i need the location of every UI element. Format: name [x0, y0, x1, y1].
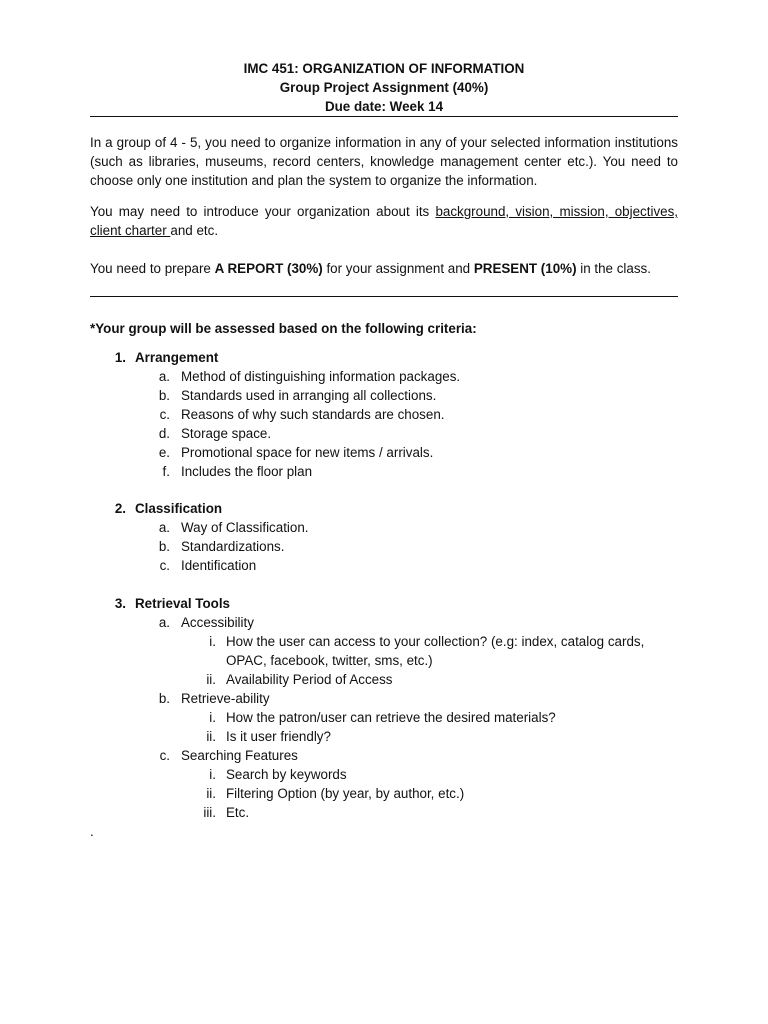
header-divider: [90, 116, 678, 117]
report-text-1: You need to prepare: [90, 261, 215, 276]
criteria-heading: *Your group will be assessed based on the following criteria:: [90, 321, 477, 336]
list-item-marker: f.: [162, 464, 170, 479]
list-item-marker: d.: [158, 426, 170, 441]
course-title: IMC 451: ORGANIZATION OF INFORMATION: [243, 61, 525, 76]
sub-item: Etc.: [226, 805, 250, 820]
list-item: Accessibility: [181, 615, 254, 630]
sub-item-marker: iii.: [203, 805, 216, 820]
report-paragraph: [90, 259, 678, 278]
sub-item: How the patron/user can retrieve the desired materials?: [226, 710, 556, 725]
intro-paragraph: In a group of 4 - 5, you need to organize information in any of your selected information institutions (such as libraries, museums, record centers, knowledge management center etc.). You need to choose only one institution and plan the system to organize the information.: [90, 135, 678, 188]
intro-organization-underlined: background, vision, mission, objectives, client charter: [90, 204, 678, 238]
intro-divider: [90, 296, 678, 297]
list-item: Retrieve-ability: [181, 691, 270, 706]
sub-item-marker: ii.: [206, 786, 216, 801]
sub-item-marker: i.: [209, 767, 216, 782]
list-item: Standards used in arranging all collections.: [181, 388, 437, 403]
section-1-title: Arrangement: [135, 350, 219, 365]
sub-item-marker: ii.: [206, 672, 216, 687]
list-item-marker: e.: [158, 445, 170, 460]
intro-organization-text: You may need to introduce your organization about its: [90, 204, 436, 219]
sub-item: Availability Period of Access: [226, 672, 393, 687]
list-item-marker: b.: [158, 539, 170, 554]
list-item: Standardizations.: [181, 539, 285, 554]
sub-item-continuation: OPAC, facebook, twitter, sms, etc.): [226, 653, 433, 668]
sub-item: Is it user friendly?: [226, 729, 331, 744]
sub-item: Search by keywords: [226, 767, 347, 782]
list-item-marker: b.: [158, 691, 170, 706]
sub-item: How the user can access to your collection? (e.g: index, catalog cards,: [226, 634, 645, 649]
list-item: Way of Classification.: [181, 520, 309, 535]
list-item: Reasons of why such standards are chosen.: [181, 407, 445, 422]
list-item: Storage space.: [181, 426, 272, 441]
due-date: Due date: Week 14: [324, 99, 444, 114]
section-1-number: 1.: [114, 350, 126, 365]
section-3-title: Retrieval Tools: [135, 596, 231, 611]
section-2-title: Classification: [135, 501, 223, 516]
list-item-marker: b.: [158, 388, 170, 403]
report-text-2: for your assignment and: [322, 261, 474, 276]
assignment-title: Group Project Assignment (40%): [279, 80, 489, 95]
list-item-marker: c.: [159, 748, 170, 763]
sub-item-marker: i.: [209, 710, 216, 725]
trailing-mark: .: [90, 824, 94, 839]
document-header: [90, 59, 678, 116]
list-item: Promotional space for new items / arrivals.: [181, 445, 434, 460]
report-text-3: in the class.: [576, 261, 651, 276]
list-item: Method of distinguishing information packages.: [181, 369, 461, 384]
list-item-marker: c.: [159, 407, 170, 422]
list-item: Includes the floor plan: [181, 464, 313, 479]
list-item-marker: a.: [158, 520, 170, 535]
intro-organization-end: and etc.: [170, 223, 219, 238]
report-weight: A REPORT (30%): [214, 261, 323, 276]
list-item-marker: c.: [159, 558, 170, 573]
list-item-marker: a.: [158, 369, 170, 384]
sub-item-marker: i.: [209, 634, 216, 649]
sub-item: Filtering Option (by year, by author, etc.): [226, 786, 465, 801]
list-item: Searching Features: [181, 748, 298, 763]
sub-item-marker: ii.: [206, 729, 216, 744]
present-weight: PRESENT (10%): [473, 261, 577, 276]
list-item: Identification: [181, 558, 257, 573]
section-3-number: 3.: [114, 596, 126, 611]
list-item-marker: a.: [158, 615, 170, 630]
intro-organization-paragraph: [90, 202, 678, 240]
section-2-number: 2.: [114, 501, 126, 516]
